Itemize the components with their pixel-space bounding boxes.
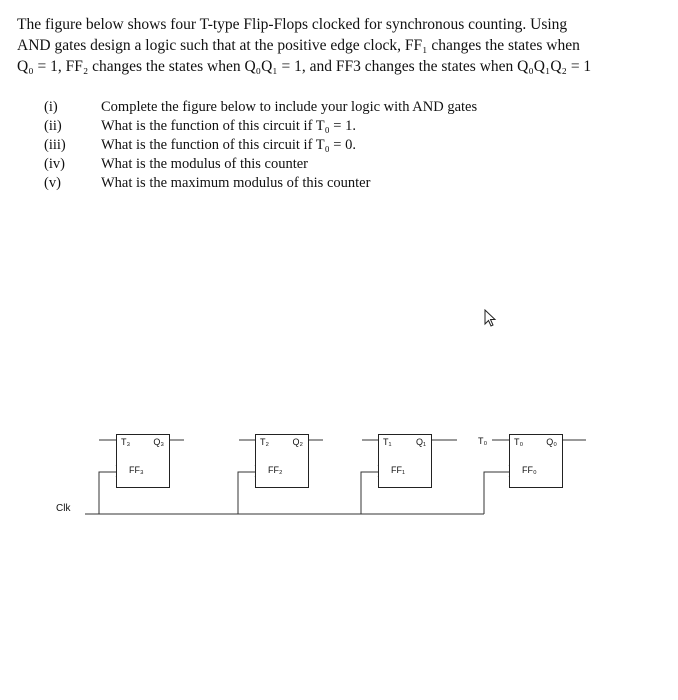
question-number: (iii) [44, 137, 66, 153]
intro-line-3: Q₀ = 1, FF₂ changes the states when Q₀Q₁ = 1, and FF3 changes the states when Q₀Q₁Q₂ = 1 [17, 58, 592, 75]
question-number: (ii) [44, 118, 62, 134]
question-text: What is the function of this circuit if T₀ = 0. [101, 137, 356, 153]
intro-line-1: The figure below shows four T-type Flip-Flops clocked for synchronous counting. Using [17, 16, 568, 33]
intro-line-2: AND gates design a logic such that at the positive edge clock, FF₁ changes the states when [17, 37, 580, 54]
q-output-label: Q₁ [415, 437, 426, 447]
flipflop-name: FF₀ [522, 465, 537, 475]
question-number: (iv) [44, 156, 65, 172]
clock-label: Clk [56, 503, 71, 514]
t-input-label: T₃ [121, 437, 131, 447]
t-input-label: T₁ [383, 437, 392, 447]
flipflop-ff0 [509, 434, 563, 488]
question-text: What is the function of this circuit if T₀ = 1. [101, 118, 356, 134]
flipflop-name: FF₃ [129, 465, 144, 475]
question-text: What is the modulus of this counter [101, 156, 308, 172]
flipflop-name: FF₂ [268, 465, 283, 475]
q-output-label: Q₂ [292, 437, 303, 447]
flipflop-ff3 [116, 434, 170, 488]
q-output-label: Q₀ [546, 437, 557, 447]
q-output-label: Q₃ [153, 437, 164, 447]
question-number: (v) [44, 175, 61, 191]
t-input-label: T₂ [260, 437, 269, 447]
flipflop-ff2 [255, 434, 309, 488]
flipflop-name: FF₁ [391, 465, 406, 475]
question-text: Complete the figure below to include your logic with AND gates [101, 99, 478, 115]
t0-input-label: T₀ [478, 436, 488, 446]
flipflop-ff1 [378, 434, 432, 488]
question-text: What is the maximum modulus of this counter [101, 175, 371, 191]
question-number: (i) [44, 99, 58, 115]
t-input-label: T₀ [514, 437, 524, 447]
